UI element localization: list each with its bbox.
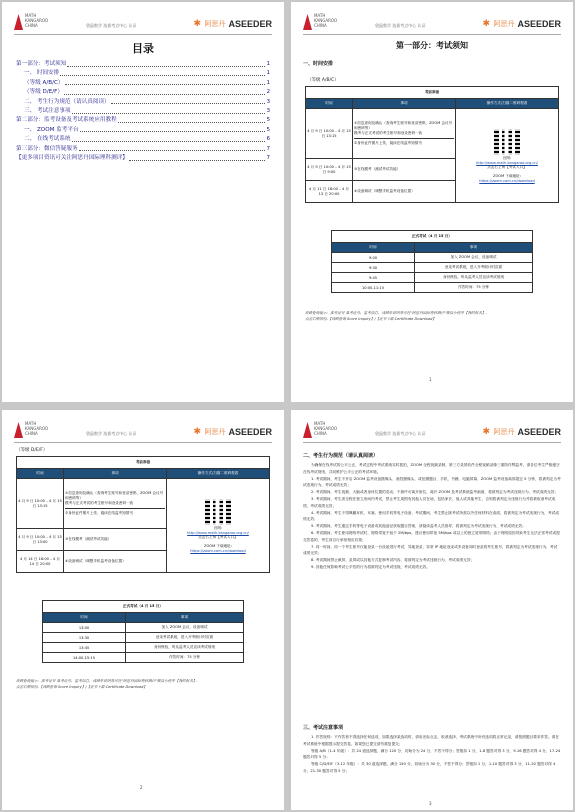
note-line: 点击右侧按钮-【成绩查询 Score Inquiry】/【证书下载 Certificate Download】 <box>16 685 147 689</box>
toc-entry-text: 一、 ZOOM 监考平台 <box>24 126 79 133</box>
logo-text: MATH <box>314 421 326 426</box>
toc-entry[interactable] <box>16 79 270 88</box>
toc-page-number: 3 <box>266 98 270 105</box>
aseeder-brand <box>193 18 272 30</box>
col-header: 时间 <box>17 469 64 479</box>
score-note <box>16 678 272 690</box>
note-line: 成绩查询提示：准考证号 准考证号、监考信息、成绩单说明等可在"阿思丹国际理科测评"微信小程序【我的报名】- <box>305 311 487 315</box>
time-cell: 13:00 <box>43 623 126 633</box>
zoom-label: ZOOM 下载地址: <box>493 174 521 178</box>
exam-caption: 正式考试（4 月 15 日） <box>332 231 533 243</box>
table-row <box>332 273 533 283</box>
toc-page-number: 7 <box>266 145 270 152</box>
item-cell: 身份核验，听从监考人员宣读考试规则 <box>126 643 244 653</box>
table-row <box>17 479 270 529</box>
header-divider <box>303 34 561 35</box>
operation-cell <box>167 479 270 573</box>
toc-page-number: 6 <box>266 136 270 143</box>
rule-item: 2. 考试期间，考生视频、大脑或者身体位置的变动，不被许可离开座位，离开 ZOOM 及考试系统监考画面，将被判定为考试违规行为，考试成绩无效； <box>311 490 559 495</box>
operation-cell <box>456 109 559 203</box>
logo-text: MATH <box>25 13 37 18</box>
logo-text: CHINA <box>25 23 38 28</box>
toc-entry[interactable] <box>16 107 270 116</box>
page-number: 3 <box>429 801 432 806</box>
time-cell: 4 月 14 日 18:00 – 4 月 14 日 20:00 <box>17 551 64 573</box>
kangaroo-logo-icon <box>303 14 312 30</box>
page-number: 2 <box>140 785 143 790</box>
note-line: 成绩查询提示：准考证号 准考证号、监考信息、成绩单说明等可在"阿思丹国际理科测评"微信小程序【我的报名】- <box>16 679 198 683</box>
aseeder-star-icon: ✱ <box>482 18 491 29</box>
level-label: （等级 A/B/C） <box>307 78 339 83</box>
logo-text: MATH <box>25 421 37 426</box>
toc-page-number: 1 <box>266 70 270 77</box>
rules-body <box>303 462 561 571</box>
toc-entry-text: 二、 在线考试系统 <box>24 136 71 143</box>
item-text: ①信息查询及确认（查询考生账号和登录密码、ZOOM 会议号和密码等） <box>65 491 164 500</box>
toc-leader <box>65 79 266 86</box>
rule-item: 4. 考试期间，考生不得佩戴耳机、耳塞，使用手机等电子设备，考试期间，考生禁止除考试所需以外任何材料在桌面，将被判定为考试违规行为，考试成绩无效； <box>303 510 560 522</box>
col-header: 时间 <box>332 243 415 253</box>
toc-page-number: 1 <box>266 79 270 86</box>
logo-text: CHINA <box>314 431 327 436</box>
brand-en: ASEEDER <box>228 19 272 29</box>
kangaroo-logo-icon <box>303 422 312 438</box>
aseeder-star-icon: ✱ <box>482 426 491 437</box>
header-center-text: 袋鼠数学 选拔考点中心 认证 <box>86 431 137 436</box>
table-row <box>332 263 533 273</box>
time-cell: 4 月 9 日 10:00 – 4 月 15 日 13:00 <box>17 529 64 551</box>
header-center-text: 袋鼠数学 选拔考点中心 认证 <box>86 23 137 28</box>
brand-en: ASEEDER <box>517 19 561 29</box>
toc-entry[interactable] <box>16 154 270 163</box>
toc-entry-text: 三、 考试注意事项 <box>24 108 71 114</box>
time-cell: 4 月 9 日 10:00 – 4 月 15 日 13:15 <box>306 109 353 159</box>
toc-leader <box>118 116 266 123</box>
rule-item: 5. 考试期间，考生通过手机等电子设备或其他途径获取题目答案，请阅读监考人员指导，将被判定为考试违规行为，考试成绩无效； <box>311 524 526 529</box>
toc-leader <box>67 60 265 67</box>
entry-hint: 点击右上角【考试入口】 <box>198 535 238 539</box>
notices-body <box>303 734 561 775</box>
header-divider <box>14 442 272 443</box>
table-row <box>43 633 244 643</box>
rule-item: 8. 考试期间禁止截屏、录屏或以其他方式复制考试内容，将被判定为考试违规行为，考试成绩无效； <box>311 558 475 563</box>
toc-entry-text: 第三部分：微信答疑服务 <box>16 145 78 152</box>
zoom-download-link[interactable]: https://zoom.com.cn/download <box>190 549 246 553</box>
item-cell: 加入 ZOOM 会议，设备调试 <box>126 623 244 633</box>
col-header: 操作方式/扫描二维码观看 <box>456 99 559 109</box>
note-line: 点击右侧按钮-【成绩查询 Score Inquiry】/【证书下载 Certificate Download】 <box>305 317 436 321</box>
website-label: 官网: <box>502 156 512 160</box>
section-heading: 二、考生行为规范（请认真阅读） <box>303 453 379 459</box>
item-text: ③在线模考（测试考试功能） <box>353 159 456 181</box>
page-header <box>14 12 272 34</box>
math-kangaroo-logo <box>303 12 339 34</box>
table-row <box>332 253 533 263</box>
kangaroo-logo-icon <box>14 422 23 438</box>
toc-page-number: 3 <box>266 108 270 114</box>
page-4-exam-rules <box>291 410 573 810</box>
notice-item: 等级 A/B（1-4 年级）：共 24 道选择题，满分 120 分，初始分为 24 分，不答不得分；答错扣 1 分，1-8 题答对得 3 分，9-16 题答对得 4 分，17-24 题答对得 5 分； <box>303 748 561 760</box>
table-row <box>332 283 533 293</box>
toc-entry-text: 一、 时间安排 <box>24 70 60 77</box>
prep-table <box>305 86 559 203</box>
col-header: 事项 <box>126 613 244 623</box>
qr-code-icon <box>494 129 520 155</box>
logo-text: CHINA <box>25 431 38 436</box>
rule-item: 9. 其他任何影响考试公平性的行为将被判定为考试违规，考试成绩无效。 <box>311 564 430 569</box>
entry-hint: 点击右上角【考试入口】 <box>487 165 527 169</box>
aseeder-star-icon: ✱ <box>193 426 202 437</box>
item-cell: 登录考试系统，进入开考倒计时页面 <box>126 633 244 643</box>
table-row <box>43 623 244 633</box>
brand-en: ASEEDER <box>517 427 561 437</box>
website-label: 官网: <box>213 526 223 530</box>
header-center-text: 袋鼠数学 选拔考点中心 认证 <box>375 431 426 436</box>
toc-entry[interactable] <box>16 135 270 144</box>
rule-item: 6. 考试期间，考生使用网络考试时，网络带宽不低于 2M/bps，建议使用带宽 5M/bps 或以上的独立宽带网络；由于网络原因导致考生无法正常考试或提交答卷的，考生须自行承担相应后果； <box>303 530 560 542</box>
kangaroo-logo-icon <box>14 14 23 30</box>
item-text: ③在线模考（测试考试功能） <box>64 529 167 551</box>
logo-text: CHINA <box>314 23 327 28</box>
page-3-exam-notice <box>2 410 284 810</box>
item-text: ②身份证件图片上传，阅读在线监考知情书 <box>354 138 454 146</box>
toc-leader <box>72 107 266 114</box>
toc-page-number: 5 <box>266 126 270 133</box>
toc-entry[interactable] <box>16 145 270 154</box>
website-link[interactable]: http://www.math-kangaroo.org.cn/ <box>476 161 538 165</box>
time-cell: 13:45 <box>43 643 126 653</box>
notice-list <box>303 734 561 775</box>
notice-item: 1. 作答规则：不作答者不得选择任何选项，如果选择某选项时，请用光标点击，取消选择，考试系统中所有选项将正常记录，请按照题目要求作答。请在考试系统中根据提示提交答卷，如果您已提交请勿重复提交； <box>303 735 560 746</box>
col-header: 事项 <box>64 469 167 479</box>
toc-page-number: 1 <box>266 61 270 67</box>
prep-table <box>16 456 270 573</box>
zoom-label: ZOOM 下载地址: <box>204 544 232 548</box>
score-note <box>305 310 561 322</box>
prep-caption: 考前准备 <box>306 87 559 99</box>
item-cell: 登录考试系统，进入开考倒计时页面 <box>415 263 533 273</box>
brand-cn: 阿思丹 <box>204 428 226 436</box>
time-cell: 4 月 9 日 10:00 – 4 月 15 日 13:15 <box>17 479 64 529</box>
time-cell: 14:00-15:15 <box>43 653 126 663</box>
toc-entry-text: （等级 A/B/C） <box>24 79 64 86</box>
toc-leader <box>64 88 265 95</box>
time-cell: 13:30 <box>43 633 126 643</box>
col-header: 时间 <box>306 99 353 109</box>
toc-entry[interactable] <box>16 60 270 69</box>
aseeder-brand <box>482 18 561 30</box>
toc-entry-text: 【更多项目资讯可关注阿思丹国际理科测评】 <box>16 155 128 161</box>
math-kangaroo-logo <box>303 420 339 442</box>
toc-entry-text: 第一部分：考试须知 <box>16 61 67 67</box>
qr-code-icon <box>205 499 231 525</box>
brand-cn: 阿思丹 <box>493 428 515 436</box>
toc-leader <box>60 69 265 76</box>
toc-leader <box>80 126 266 133</box>
toc-entry[interactable] <box>16 98 270 107</box>
col-header: 时间 <box>43 613 126 623</box>
page-1-toc <box>2 2 284 402</box>
toc-page-number: 7 <box>266 155 270 161</box>
item-cell: 加入 ZOOM 会议，设备调试 <box>415 253 533 263</box>
toc-leader <box>111 98 266 105</box>
rule-item: 1. 考试期间，考生不开启 ZOOM 监考设备摄像头、遮挡摄像头，或拍摄题目、手机、书籍、电脑屏幕、ZOOM 监考设备离屏超过 5 分钟，将被判定为考试违规行为，考试成绩无效； <box>303 476 561 488</box>
toc-leader <box>79 145 266 152</box>
notice-item: 等级 C/D/E/F（3-12 年级）：共 30 道选择题，满分 150 分，初始分为 30 分，不答不得分；答错扣 1 分，1-10 题答对得 3 分，11-20 题答对得 4 分，21-30 题答对得 5 分； <box>303 762 556 773</box>
page-2-exam-notice <box>291 2 573 402</box>
item-text: 模考与正式考试的考生账号和登录密码一致 <box>65 501 134 505</box>
item-text: ②身份证件图片上传，阅读在线监考知情书 <box>65 508 165 516</box>
brand-cn: 阿思丹 <box>204 20 226 28</box>
item-cell: 作答时间：75 分钟 <box>126 653 244 663</box>
aseeder-brand <box>193 426 272 438</box>
page-number: 1 <box>429 377 432 382</box>
section-heading: 一、时间安排 <box>303 61 334 67</box>
level-label: （等级 D/E/F） <box>16 448 48 453</box>
page-header <box>303 420 561 442</box>
logo-text: KANGAROO <box>314 426 338 431</box>
col-header: 操作方式/扫描二维码观看 <box>167 469 270 479</box>
exam-caption: 正式考试（4 月 15 日） <box>43 601 244 613</box>
item-cell: 作答时间：75 分钟 <box>415 283 533 293</box>
item-text: ④设备调试（调整手机监考设备位置） <box>64 551 167 573</box>
col-header: 事项 <box>415 243 533 253</box>
toc-page-number: 2 <box>266 89 270 96</box>
prep-caption: 考前准备 <box>17 457 270 469</box>
logo-text: KANGAROO <box>25 18 49 23</box>
time-cell: 9:00 <box>332 253 415 263</box>
logo-text: KANGAROO <box>314 18 338 23</box>
rule-item: 7. 同一时间，同一个考生账号仅能登录一台设备进行考试，异地登录、异常 IP 地址登录或多设备同时登录的考生账号，将被判定为考试违规行为，考试成绩无效； <box>303 544 558 556</box>
toc-title: 目录 <box>132 42 154 55</box>
table-row <box>306 109 559 159</box>
toc-leader <box>129 154 266 161</box>
header-divider <box>14 34 272 35</box>
rules-list <box>303 476 561 571</box>
aseeder-star-icon: ✱ <box>193 18 202 29</box>
toc-entry[interactable] <box>16 88 270 97</box>
table-row <box>43 643 244 653</box>
toc-entry-text: （等级 D/E/F） <box>24 89 63 96</box>
section-heading: 三、考试注意事项 <box>303 725 344 731</box>
toc-entry[interactable] <box>16 116 270 125</box>
item-text: 模考与正式考试的考生账号和登录密码一致 <box>354 131 423 135</box>
time-cell: 9:30 <box>332 263 415 273</box>
math-kangaroo-logo <box>14 420 50 442</box>
aseeder-brand <box>482 426 561 438</box>
header-center-text: 袋鼠数学 选拔考点中心 认证 <box>375 23 426 28</box>
part-title: 第一部分：考试须知 <box>396 41 468 50</box>
rule-item: 3. 考试期间，考生须全程在独立房间内考试，禁止考生周围有其他人员在场，包括家长、他人或其他考生，否则将被判定为违规行为并将被取消考试成绩，考试成绩无效； <box>303 496 556 508</box>
zoom-download-link[interactable]: https://zoom.com.cn/download <box>479 179 535 183</box>
exam-table <box>331 230 533 293</box>
toc-entry[interactable] <box>16 126 270 135</box>
toc-entry-text: 二、 考生行为规范（请认真阅读） <box>24 98 110 105</box>
time-cell: 10:00-11:15 <box>332 283 415 293</box>
logo-text: KANGAROO <box>25 426 49 431</box>
table-row <box>43 653 244 663</box>
time-cell: 4 月 11 日 18:00 – 4 月 13 日 20:00 <box>306 181 353 203</box>
header-divider <box>303 442 561 443</box>
item-cell: 身份核验，听从监考人员宣读考试规则 <box>415 273 533 283</box>
toc-page-number: 5 <box>266 117 270 124</box>
intro-paragraph: 为确保在线考试的公平公正，考试过程中考试系统实时抓拍，ZOOM 全程视频录制，第三方录屏软件全程视频录像三重防作弊监考，请各位考生严格遵守在线考试规则，共同维护公平公正的考试环境。 <box>303 463 560 474</box>
toc-entry[interactable] <box>16 69 270 78</box>
brand-en: ASEEDER <box>228 427 272 437</box>
page-header <box>303 12 561 34</box>
item-text: ④设备调试（调整手机监考设备位置） <box>353 181 456 203</box>
website-link[interactable]: http://www.math-kangaroo.org.cn/ <box>187 531 249 535</box>
time-cell: 4 月 9 日 10:00 – 4 月 15 日 9:00 <box>306 159 353 181</box>
time-cell: 9:45 <box>332 273 415 283</box>
item-text: ①信息查询及确认（查询考生账号和登录密码、ZOOM 会议号和密码等） <box>354 121 453 130</box>
brand-cn: 阿思丹 <box>493 20 515 28</box>
logo-text: MATH <box>314 13 326 18</box>
col-header: 事项 <box>353 99 456 109</box>
math-kangaroo-logo <box>14 12 50 34</box>
toc-leader <box>72 135 266 142</box>
exam-table <box>42 600 244 663</box>
page-header <box>14 420 272 442</box>
toc-entry-text: 第二部分：监考设备及考试系统应用教程 <box>16 117 117 124</box>
